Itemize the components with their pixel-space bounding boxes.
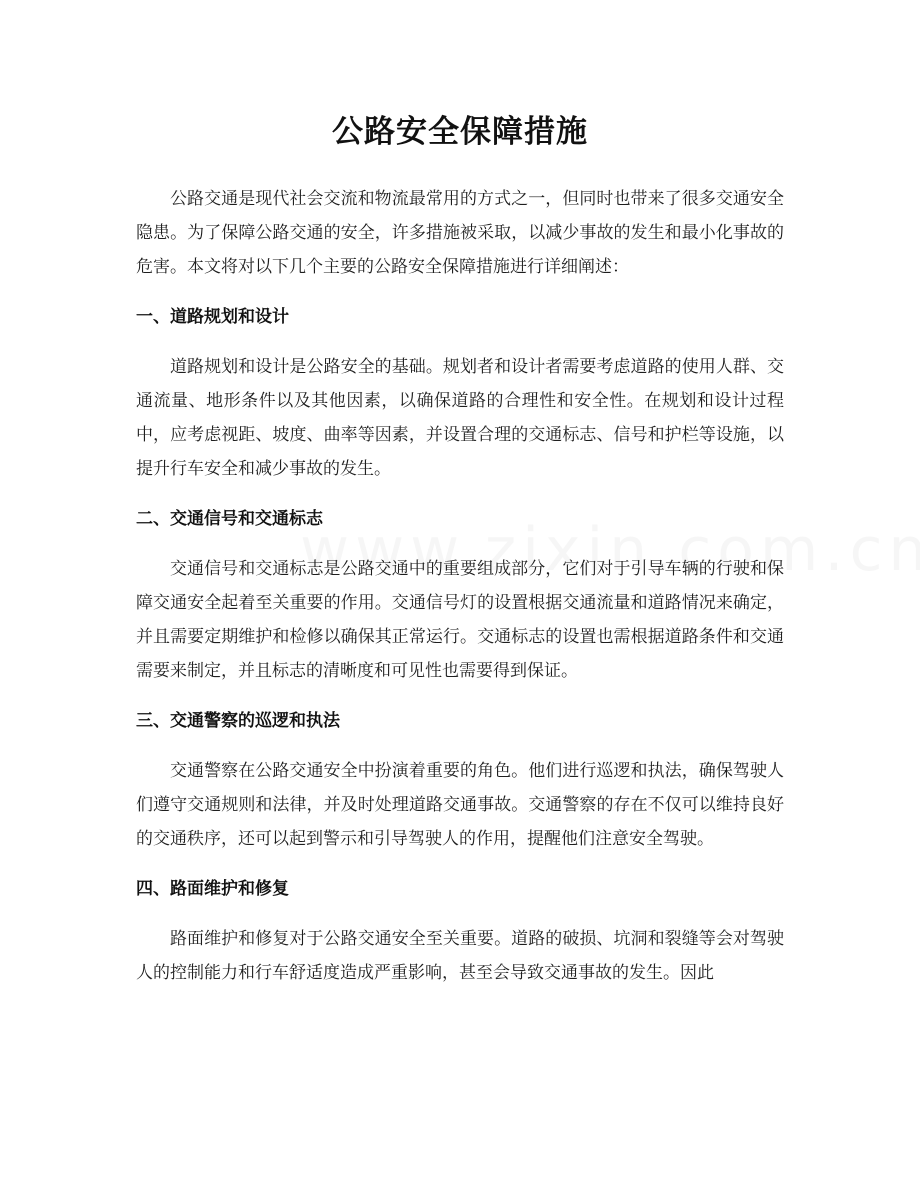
section-paragraph: 路面维护和修复对于公路交通安全至关重要。道路的破损、坑洞和裂缝等会对驾驶人的控制能力和行车舒适度造成严重影响，甚至会导致交通事故的发生。因此	[136, 929, 784, 983]
section-4	[136, 872, 784, 990]
section-heading: 二、交通信号和交通标志	[136, 509, 323, 529]
section-heading: 一、道路规划和设计	[136, 307, 289, 327]
intro-paragraph: 公路交通是现代社会交流和物流最常用的方式之一，但同时也带来了很多交通安全隐患。为了保障公路交通的安全，许多措施被采取，以减少事故的发生和最小化事故的危害。本文将对以下几个主要的公路安全保障措施进行详细阐述：	[136, 189, 784, 277]
section-3	[136, 704, 784, 856]
section-paragraph: 交通信号和交通标志是公路交通中的重要组成部分，它们对于引导车辆的行驶和保障交通安全起着至关重要的作用。交通信号灯的设置根据交通流量和道路情况来确定，并且需要定期维护和检修以确保其正常运行。交通标志的设置也需根据道路条件和交通需要来制定，并且标志的清晰度和可见性也需要得到保证。	[136, 559, 784, 681]
document-title: 公路安全保障措施	[332, 114, 588, 150]
document-body	[136, 182, 784, 990]
section-paragraph: 交通警察在公路交通安全中扮演着重要的角色。他们进行巡逻和执法，确保驾驶人们遵守交通规则和法律，并及时处理道路交通事故。交通警察的存在不仅可以维持良好的交通秩序，还可以起到警示和引导驾驶人的作用，提醒他们注意安全驾驶。	[136, 761, 784, 849]
section-heading: 四、路面维护和修复	[136, 879, 289, 899]
section-1	[136, 300, 784, 486]
section-paragraph: 道路规划和设计是公路安全的基础。规划者和设计者需要考虑道路的使用人群、交通流量、地形条件以及其他因素，以确保道路的合理性和安全性。在规划和设计过程中，应考虑视距、坡度、曲率等因素，并设置合理的交通标志、信号和护栏等设施，以提升行车安全和减少事故的发生。	[136, 357, 784, 479]
section-heading: 三、交通警察的巡逻和执法	[136, 711, 340, 731]
section-2	[136, 502, 784, 688]
